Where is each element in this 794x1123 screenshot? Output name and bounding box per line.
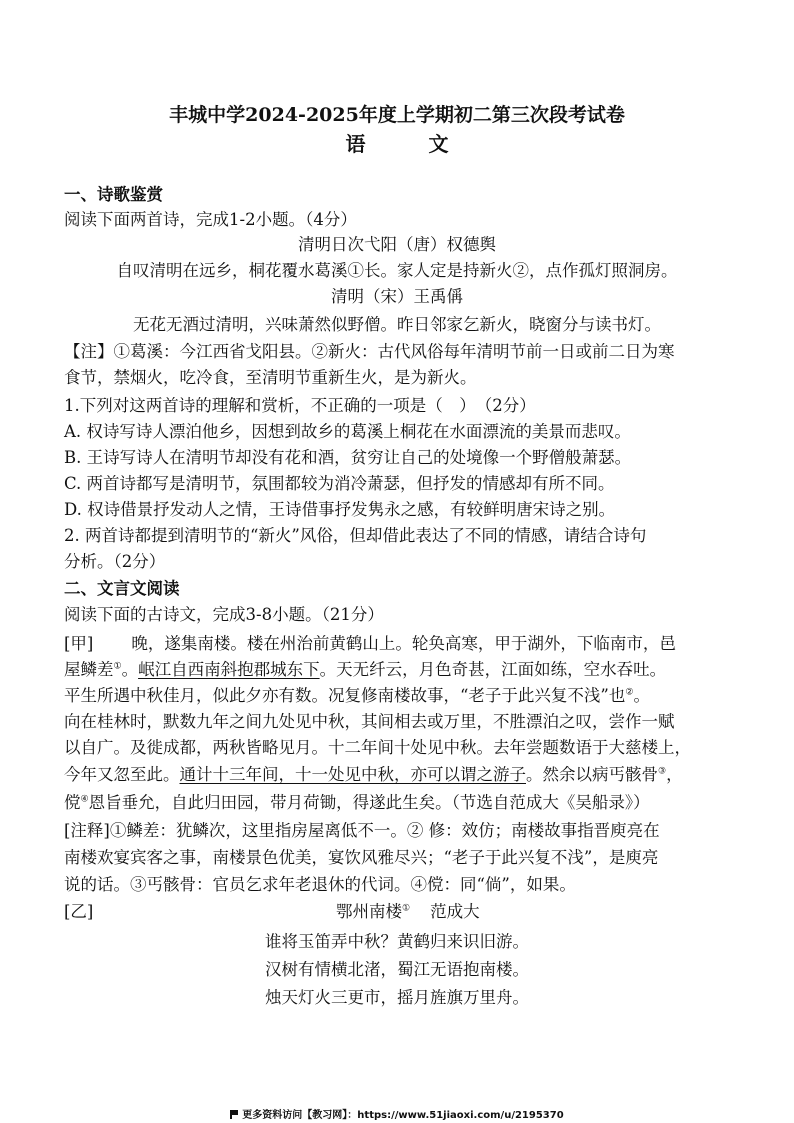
passage-jia-line-3: 平生所遇中秋佳月，似此夕亦有数。况复修南楼故事，“老子于此兴复不浅”也②。 [64, 686, 650, 705]
poem1-title: 清明日次弋阳（唐）权德舆 [298, 235, 496, 254]
note-line-1: 【注】①葛溪：今江西省戈阳县。②新火：古代风俗每年清明节前一日或前二日为寒 [64, 342, 675, 361]
section1-heading: 一、诗歌鉴赏 [64, 185, 163, 204]
option-c: C. 两首诗都写是清明节，氛围都较为消冷萧瑟，但抒发的情感却有所不同。 [64, 474, 615, 493]
question-1: 1.下列对这两首诗的理解和赏析，不正确的一项是（ ） （2分） [64, 396, 536, 415]
yi-poem-line-2: 汉树有情横北渚，蜀江无语抱南楼。 [265, 960, 529, 979]
annotation-line-3: 说的话。③丐骸骨：官员乞求年老退休的代词。④傥：同“倘”，如果。 [64, 875, 576, 894]
option-b: B. 王诗写诗人在清明节却没有花和酒，贫穷让自己的处境像一个野僧般萧瑟。 [64, 448, 632, 467]
section2-heading: 二、文言文阅读 [64, 579, 180, 598]
underlined-sentence-1: 岷江自西南斜抱郡城东下 [138, 660, 320, 679]
poem2-title: 清明（宋）王禹偁 [331, 287, 463, 306]
footer [0, 1106, 794, 1121]
passage-jia-line-6: 今年又忽至此。通计十三年间，十一处见中秋，亦可以谓之游子。然余以病丐骸骨③， [64, 765, 683, 784]
subject-title: 语 文 [345, 132, 477, 156]
annotation-line-1: [注释]①鳞差：犹鳞次，这里指房屋离低不一。② 修：效仿；南楼故事指晋庾亮在 [64, 821, 660, 840]
underlined-sentence-2: 通计十三年间，十一处见中秋，亦可以谓之游子 [179, 765, 526, 784]
poem2-text: 无花无酒过清明，兴味萧然似野僧。昨日邻家乞新火，晓窗分与读书灯。 [133, 315, 661, 334]
passage-jia-line-5: 以自广。及徙成都，两秋皆略见月。十二年间十处见中秋。去年尝题数语于大慈楼上， [64, 738, 691, 757]
passage-jia-line-2: 屋鳞差①。岷江自西南斜抱郡城东下。天无纤云，月色奇甚，江面如练，空水吞吐。 [64, 660, 667, 679]
yi-poem-title: 鄂州南楼① 范成大 [336, 902, 480, 921]
note-line-2: 食节，禁烟火，吃冷食，至清明节重新生火，是为新火。 [64, 368, 477, 387]
passage-jia-line-7: 傥④恩旨垂允，自此归田园，带月荷锄，得遂此生矣。（节选自范成大《吴船录》） [64, 793, 650, 812]
question-2-line-2: 分析。（2分） [64, 552, 166, 571]
yi-poem-line-3: 烛天灯火三更市，摇月旌旗万里舟。 [265, 988, 529, 1007]
passage-jia-line-4: 向在桂林时，默数九年之间九处见中秋，其间相去或万里，不胜漂泊之叹，尝作一赋 [64, 712, 675, 731]
annotation-line-2: 南楼欢宴宾客之事，南楼景色优美，宴饮风雅尽兴；“老子于此兴复不浅”，是庾亮 [64, 848, 659, 867]
yi-poem-line-1: 谁将玉笛弄中秋？黄鹤归来识旧游。 [265, 932, 529, 951]
flag-icon [230, 1110, 238, 1119]
question-2-line-1: 2. 两首诗都提到清明节的“新火”风俗，但却借此表达了不同的情感，请结合诗句 [64, 526, 647, 545]
yi-label: [乙] [64, 902, 94, 921]
section1-intro: 阅读下面两首诗，完成1-2小题。（4分） [64, 210, 357, 229]
poem1-text: 自叹清明在远乡，桐花覆水葛溪①长。家人定是持新火②，点作孤灯照洞房。 [116, 261, 678, 280]
passage-jia-line-1: [甲] 晚，遂集南楼。楼在州治前黄鹤山上。轮奂高寒，甲于湖外，下临南市，邑 [64, 634, 676, 653]
passage-yi-header [64, 899, 754, 924]
section2-intro: 阅读下面的古诗文，完成3-8小题。（21分） [64, 605, 384, 624]
footer-link[interactable]: 更多资料访问【教习网】：https://www.51jiaoxi.com/u/2195370 [242, 1110, 564, 1121]
option-d: D. 权诗借景抒发动人之情，王诗借事抒发隽永之感，有较鲜明唐宋诗之别。 [64, 500, 616, 519]
jia-label: [甲] [64, 634, 94, 653]
exam-title: 丰城中学2024-2025年度上学期初二第三次段考试卷 [169, 104, 625, 126]
option-a: A. 权诗写诗人漂泊他乡，因想到故乡的葛溪上桐花在水面漂流的美景而悲叹。 [64, 422, 631, 441]
yi-poem-author: 范成大 [430, 902, 480, 921]
